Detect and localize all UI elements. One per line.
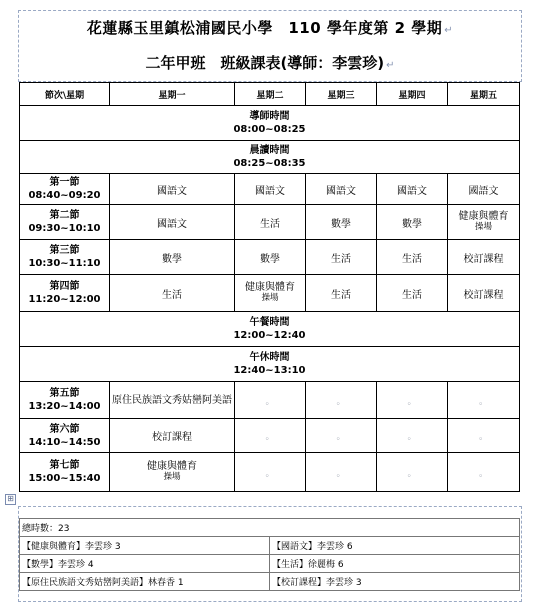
class-location: 操場 [474, 222, 492, 232]
paragraph-mark-icon: ↵ [386, 60, 395, 71]
break-time: 12:40~13:10 [233, 365, 306, 376]
class-cell[interactable] [448, 382, 520, 419]
empty-cell-mark-icon: 。 [336, 432, 346, 442]
break-cell [20, 141, 520, 174]
break-row-morning [20, 141, 520, 174]
period-cell [20, 205, 110, 240]
period-time: 11:20~12:00 [28, 294, 101, 305]
summary-row [20, 537, 520, 555]
class-cell[interactable] [448, 205, 520, 240]
class-cell[interactable] [235, 382, 306, 419]
header-cell: 星期一 [110, 83, 235, 106]
break-time: 08:25~08:35 [233, 158, 306, 169]
break-cell [20, 312, 520, 347]
empty-cell-mark-icon: 。 [407, 396, 417, 407]
period-time: 09:30~10:10 [28, 223, 101, 234]
break-label: 午餐時間 [249, 317, 290, 328]
break-label: 午休時間 [249, 352, 290, 363]
class-cell[interactable] [306, 419, 377, 453]
school-title [20, 17, 520, 38]
period-label: 第五節 [49, 388, 80, 399]
break-label: 晨讀時間 [249, 145, 290, 156]
class-cell[interactable]: 國語文 [110, 205, 235, 240]
period-cell [20, 174, 110, 205]
period-time: 14:10~14:50 [28, 436, 101, 448]
empty-cell-mark-icon: 。 [265, 432, 275, 442]
class-cell[interactable]: 生活 [235, 205, 306, 240]
empty-cell-mark-icon: 。 [336, 396, 346, 407]
period-label: 第三節 [49, 245, 80, 256]
class-cell[interactable]: 原住民族語文秀姑巒阿美語 [110, 382, 235, 419]
break-row-teacher [20, 106, 520, 141]
period-row [20, 174, 520, 205]
class-cell[interactable]: 校訂課程 [448, 240, 520, 275]
class-cell[interactable] [377, 453, 448, 492]
empty-cell-mark-icon: 。 [265, 396, 275, 407]
class-cell[interactable] [448, 453, 520, 492]
class-cell[interactable]: 數學 [377, 205, 448, 240]
summary-total: 總時數：23 [20, 519, 520, 537]
class-cell[interactable] [448, 419, 520, 453]
school-title-text: 花蓮縣玉里鎮松浦國民小學 110 學年度第 2 學期 [86, 19, 443, 37]
empty-cell-mark-icon: 。 [478, 432, 488, 442]
period-label: 第六節 [49, 423, 80, 435]
break-label: 導師時間 [249, 111, 290, 122]
class-cell[interactable] [377, 382, 448, 419]
class-cell[interactable]: 校訂課程 [110, 419, 235, 453]
class-title [20, 52, 520, 73]
summary-row [20, 555, 520, 573]
break-time: 12:00~12:40 [233, 330, 306, 341]
period-label: 第二節 [49, 210, 80, 221]
class-cell[interactable] [306, 382, 377, 419]
class-cell[interactable] [306, 453, 377, 492]
header-cell: 星期二 [235, 83, 306, 106]
class-cell[interactable] [110, 453, 235, 492]
class-cell[interactable]: 國語文 [377, 174, 448, 205]
period-row [20, 240, 520, 275]
period-row [20, 205, 520, 240]
class-location: 操場 [163, 472, 181, 482]
summary-cell: 【健康與體育】李雲珍 3 [20, 537, 270, 555]
period-row [20, 275, 520, 312]
summary-cell: 【國語文】李雲珍 6 [270, 537, 520, 555]
period-row [20, 419, 520, 453]
summary-cell: 【原住民族語文秀姑巒阿美語】林春香 1 [20, 573, 270, 591]
header-cell: 星期五 [448, 83, 520, 106]
empty-cell-mark-icon: 。 [478, 468, 488, 479]
header-cell: 節次\星期 [20, 83, 110, 106]
class-cell[interactable]: 生活 [306, 240, 377, 275]
class-cell[interactable]: 生活 [306, 275, 377, 312]
class-cell[interactable] [235, 453, 306, 492]
class-cell[interactable]: 數學 [110, 240, 235, 275]
class-cell[interactable]: 校訂課程 [448, 275, 520, 312]
class-cell[interactable]: 國語文 [110, 174, 235, 205]
class-name: 健康與體育 [458, 211, 509, 222]
period-cell [20, 382, 110, 419]
header-cell: 星期四 [377, 83, 448, 106]
break-time: 08:00~08:25 [233, 124, 306, 135]
class-location: 操場 [261, 293, 279, 303]
header-cell: 星期三 [306, 83, 377, 106]
summary-cell: 【生活】徐麗梅 6 [270, 555, 520, 573]
class-cell[interactable]: 數學 [306, 205, 377, 240]
class-cell[interactable] [377, 419, 448, 453]
period-time: 15:00~15:40 [28, 473, 101, 484]
period-time: 13:20~14:00 [28, 401, 101, 412]
period-cell [20, 275, 110, 312]
empty-cell-mark-icon: 。 [407, 432, 417, 442]
period-cell [20, 240, 110, 275]
empty-cell-mark-icon: 。 [407, 468, 417, 479]
period-cell [20, 453, 110, 492]
summary-cell: 【校訂課程】李雲珍 3 [270, 573, 520, 591]
class-cell[interactable]: 國語文 [306, 174, 377, 205]
summary-table [19, 518, 520, 591]
paragraph-mark-icon: ↵ [444, 25, 454, 36]
period-row [20, 382, 520, 419]
break-row-nap [20, 347, 520, 382]
class-cell[interactable]: 生活 [377, 275, 448, 312]
period-label: 第四節 [49, 281, 80, 292]
break-row-lunch [20, 312, 520, 347]
summary-total-row [20, 519, 520, 537]
summary-cell: 【數學】李雲珍 4 [20, 555, 270, 573]
class-cell[interactable] [235, 275, 306, 312]
period-label: 第七節 [49, 460, 80, 471]
table-move-handle-icon[interactable]: ⊞ [5, 494, 16, 505]
class-cell[interactable]: 數學 [235, 240, 306, 275]
class-title-text: 二年甲班 班級課表(導師：李雲珍) [145, 54, 385, 72]
break-cell [20, 106, 520, 141]
class-name: 健康與體育 [245, 282, 295, 293]
period-row [20, 453, 520, 492]
class-cell[interactable] [235, 419, 306, 453]
class-cell[interactable]: 國語文 [235, 174, 306, 205]
summary-row [20, 573, 520, 591]
header-row [20, 83, 520, 106]
class-name: 健康與體育 [147, 461, 197, 472]
empty-cell-mark-icon: 。 [265, 468, 275, 479]
period-cell [20, 419, 110, 453]
period-label: 第一節 [49, 177, 80, 188]
period-time: 08:40~09:20 [28, 190, 101, 201]
empty-cell-mark-icon: 。 [336, 468, 346, 479]
schedule-table [19, 82, 520, 492]
period-time: 10:30~11:10 [28, 258, 101, 269]
empty-cell-mark-icon: 。 [478, 396, 488, 407]
class-cell[interactable]: 生活 [110, 275, 235, 312]
class-cell[interactable]: 國語文 [448, 174, 520, 205]
class-cell[interactable]: 生活 [377, 240, 448, 275]
break-cell [20, 347, 520, 382]
